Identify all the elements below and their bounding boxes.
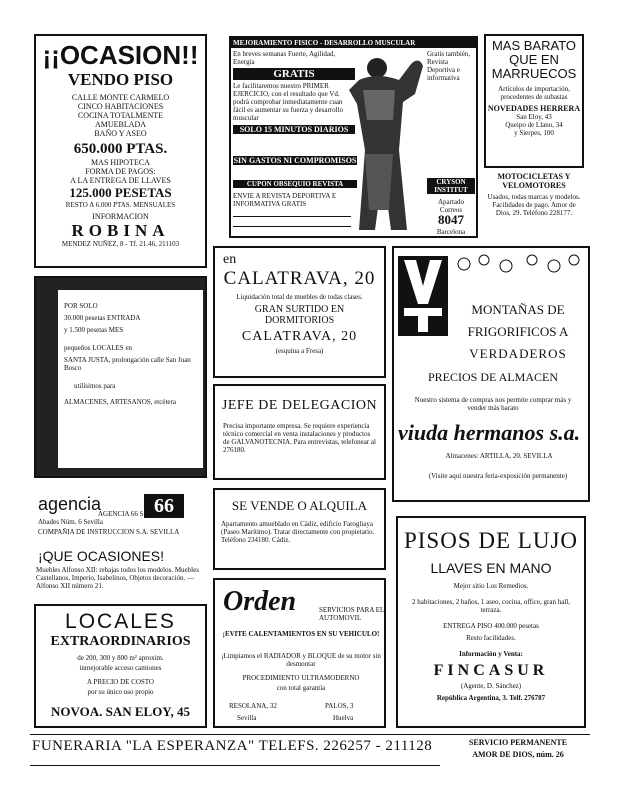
locales-l4: SANTA JUSTA, prolongación calle San Juan Bosco <box>64 356 191 372</box>
motos-body: Usados, todas marcas y modelos. Facilidades de pago. Amor de Dios, 29. Teléfono 228177. <box>487 193 581 217</box>
piso-line-2: CINCO HABITACIONES <box>77 102 164 111</box>
motos-ad <box>484 170 584 242</box>
locales-l1: 30.000 pesetas ENTRADA <box>64 314 141 322</box>
pisos-sub: LLAVES EN MANO <box>430 560 552 576</box>
locales-ext-l4: por su único uso propio <box>87 688 154 696</box>
calatrava-ad <box>213 246 386 378</box>
locales-ext-l2: inmejorable acceso camiones <box>79 664 162 672</box>
musculo-badge: CRYSON INSTITUT <box>427 178 475 194</box>
jefe-body: Precisa importante empresa. Se requiere experiencia técnico comercial en venta instalaciones y productos de GALVANOTECNIA. Para entrevistas, telefonear al 276180. <box>223 422 376 454</box>
orden-city1: Sevilla <box>237 714 257 722</box>
piso-price: 650.000 PTAS. <box>73 141 168 157</box>
calatrava-l2: GRAN SURTIDO EN DORMITORIOS <box>254 304 345 326</box>
viuda-l4: PRECIOS DE ALMACEN <box>427 370 558 384</box>
orden-addr1: RESOLANA, 32 <box>229 702 277 710</box>
piso-forma: FORMA DE PAGOS: <box>85 167 156 176</box>
pisos-body: 2 habitaciones, 2 baños, 1 aseo, cocina, office, gran hall, terraza. <box>412 598 570 614</box>
locales-porsolo: POR SOLO <box>64 302 98 310</box>
orden-city2: Huelva <box>333 714 354 722</box>
locales-ext-l1: de 200, 300 y 800 m² aproxim. <box>77 654 164 662</box>
piso-info: INFORMACION <box>92 212 149 221</box>
jefe-title: JEFE DE DELEGACION <box>221 398 378 413</box>
calatrava-l1: Liquidación total de muebles de todas clases. <box>236 293 363 301</box>
agencia-word: agencia <box>38 494 102 514</box>
coupon-line-1 <box>233 216 351 217</box>
locales-l2: y 1.500 pesetas MES <box>64 326 124 334</box>
orden-logo: Orden <box>223 586 297 617</box>
vendo-piso: VENDO PISO <box>67 70 174 89</box>
viuda-ad <box>392 246 590 502</box>
marruecos-address-3: y Sierpes, 100 <box>514 129 554 137</box>
pisos-brand: FINCASUR <box>433 662 549 679</box>
musculo-body: Le facilitaremos nuestro PRIMER EJERCICIO, con el resultado que Vd. podrá comprobar inmediatamente cuan fácil es aumentar su fuerza y desarrollo muscular <box>233 82 344 122</box>
pisos-ad <box>396 516 586 728</box>
locales-ext-t2: EXTRAORDINARIOS <box>50 634 191 649</box>
agencia-sub: COMPAÑIA DE INSTRUCCION S.A. SEVILLA <box>38 528 180 536</box>
pisos-sitio: Mejor sitio Los Remedios. <box>453 582 529 590</box>
coupon-line-2 <box>233 226 351 227</box>
calatrava-title: CALATRAVA, 20 <box>223 268 376 289</box>
viuda-small: Nuestro sistema de compras nos permite comprar más y vender más barato <box>414 396 572 412</box>
funeraria-right-1: SERVICIO PERMANENTE <box>468 738 568 747</box>
se-vende-ad <box>213 488 386 570</box>
locales-ext-l3: A PRECIO DE COSTO <box>87 678 154 686</box>
vendo-locales-ad <box>34 276 207 478</box>
locales-ext-t1: LOCALES <box>65 610 176 633</box>
agencia-num: 66 <box>144 494 184 518</box>
viuda-logo: viuda hermanos s.a. <box>398 420 581 445</box>
marruecos-address-2: Queipo de Llano, 34 <box>505 121 563 129</box>
musculo-header: MEJORAMIENTO FISICO - DESARROLLO MUSCULAR <box>231 38 476 48</box>
viuda-almacenes: Almacenes: ARTILLA, 20. SEVILLA <box>445 452 553 460</box>
piso-pesetas: 125.000 PESETAS <box>69 185 172 200</box>
calatrava-l3: CALATRAVA, 20 <box>241 329 358 344</box>
musculo-right-top: Gratis también, Revista Deportiva e informativa <box>427 50 471 82</box>
jefe-ad <box>213 384 386 480</box>
musculo-gratis: GRATIS <box>233 68 355 80</box>
viuda-visite: (Visite aquí nuestra feria-exposición permanente) <box>428 472 568 480</box>
calatrava-l4: (esquina a Fresa) <box>275 347 324 355</box>
viuda-l2: FRIGORIFICOS A <box>467 324 569 339</box>
vendo-locales-panel <box>58 290 203 468</box>
pisos-entrega: ENTREGA PISO 400.000 pesetas <box>443 622 539 630</box>
piso-entrega: A LA ENTREGA DE LLAVES <box>70 176 171 185</box>
balloons-icon <box>454 252 584 282</box>
orden-proc: PROCEDIMIENTO ULTRAMODERNO <box>242 674 360 682</box>
musculo-revista: ENVIE A REVISTA DEPORTIVA E INFORMATIVA GRATIS <box>233 192 337 208</box>
funeraria-bottom-rule <box>30 765 440 766</box>
motos-title: MOTOCICLETAS Y VELOMOTORES <box>497 172 571 190</box>
que-ocasiones-body: Muebles Alfonso XII: rebajas todos los modelos. Muebles Castellanos, Imperio, Isabelinos, Objetos decoración. — Alfonso XII número 21. <box>36 566 199 590</box>
pisos-title: PISOS DE LUJO <box>403 528 579 553</box>
musculo-solo: SOLO 15 MINUTOS DIARIOS <box>233 125 355 134</box>
orden-garantia: con total garantía <box>276 684 326 692</box>
calatrava-prefix: en <box>223 252 237 267</box>
piso-hipoteca: MAS HIPOTECA <box>91 158 150 167</box>
locales-ext-ad <box>34 604 207 728</box>
ocasion-title: ¡¡OCASION!! <box>42 40 199 70</box>
marruecos-ad <box>484 34 584 168</box>
funeraria-right-2: AMOR DE DIOS, núm. 26 <box>472 750 564 759</box>
piso-line-4: AMUEBLADA <box>94 120 147 129</box>
pisos-resto: Resto facilidades. <box>466 634 516 642</box>
musculo-apartado: Apartado Correos <box>437 198 465 214</box>
piso-address: MENDEZ NUÑEZ, 8 - Tf. 21.46, 211103 <box>61 240 180 248</box>
que-ocasiones-title: ¡QUE OCASIONES! <box>38 548 165 564</box>
agencia-ad <box>34 492 207 542</box>
marruecos-title: MAS BARATO QUE EN MARRUECOS <box>491 38 577 81</box>
funeraria-text: FUNERARIA "LA ESPERANZA" TELEFS. 226257 - 211128 <box>32 738 433 754</box>
marruecos-novedades: NOVEDADES HERRERA <box>487 104 581 113</box>
orden-ad <box>213 578 386 728</box>
pisos-info: Información y Venta: <box>459 650 523 658</box>
orden-evite: ¡EVITE CALENTAMIENTOS EN SU VEHICULO! <box>222 630 380 638</box>
piso-line-1: CALLE MONTE CARMELO <box>71 93 170 102</box>
locales-l6: ALMACENES, ARTESANOS, etcétera <box>64 398 176 406</box>
agencia-addr: Abades Núm. 6 Sevilla <box>38 518 103 526</box>
se-vende-body: Apartamento amueblado en Cádiz, edificio Farogliaya (Paseo Marítimo). Tratar directamente con propietario. Teléfono 234180. Cádiz. <box>221 520 375 544</box>
musculo-sin-gastos: SIN GASTOS NI COMPROMISOS <box>233 156 357 165</box>
piso-line-5: BAÑO Y ASEO <box>94 129 147 138</box>
musculo-ad <box>229 36 478 238</box>
orden-addr2: PALOS, 3 <box>325 702 354 710</box>
musculo-cupon: CUPON OBSEQUIO REVISTA <box>233 180 357 188</box>
orden-service: SERVICIOS PARA EL AUTOMOVIL <box>319 606 385 622</box>
marruecos-body: Artículos de importación, procedentes de subastas <box>498 85 570 101</box>
viuda-l3: VERDADEROS <box>469 346 567 361</box>
piso-resto: RESTO A 6.000 PTAS. MENSUALES <box>65 201 176 209</box>
piso-line-3: COCINA TOTALMENTE <box>77 111 164 120</box>
que-ocasiones-ad <box>34 548 207 602</box>
locales-ext-l5: NOVOA. SAN ELOY, 45 <box>50 704 191 719</box>
musculo-intro: En breves semanas Fuerte, Agilidad, Energía <box>233 50 336 66</box>
orden-body: ¡Limpiamos el RADIADOR y BLOQUE de su motor sin desmontar <box>221 652 381 668</box>
ocasion-piso-ad <box>34 34 207 268</box>
funeraria-top-rule <box>30 734 590 735</box>
pisos-agente: (Agente, D. Sánchez) <box>460 682 522 690</box>
se-vende-title: SE VENDE O ALQUILA <box>231 498 368 513</box>
pisos-addr: República Argentina, 3. Telf. 276787 <box>436 694 546 702</box>
musculo-number: 8047 <box>438 212 464 227</box>
piso-brand: ROBINA <box>71 221 170 240</box>
viuda-l1: MONTAÑAS DE <box>471 302 565 317</box>
locales-l5: utilísimos para <box>74 382 116 390</box>
vh-logo-icon <box>398 256 448 336</box>
locales-l3: pequeños LOCALES en <box>64 344 133 352</box>
agencia-name: AGENCIA 66 S.A. <box>98 510 153 518</box>
muscle-man-icon <box>349 50 429 235</box>
marruecos-address-1: San Eloy, 43 <box>516 113 552 121</box>
musculo-city: Barcelona <box>436 228 466 236</box>
